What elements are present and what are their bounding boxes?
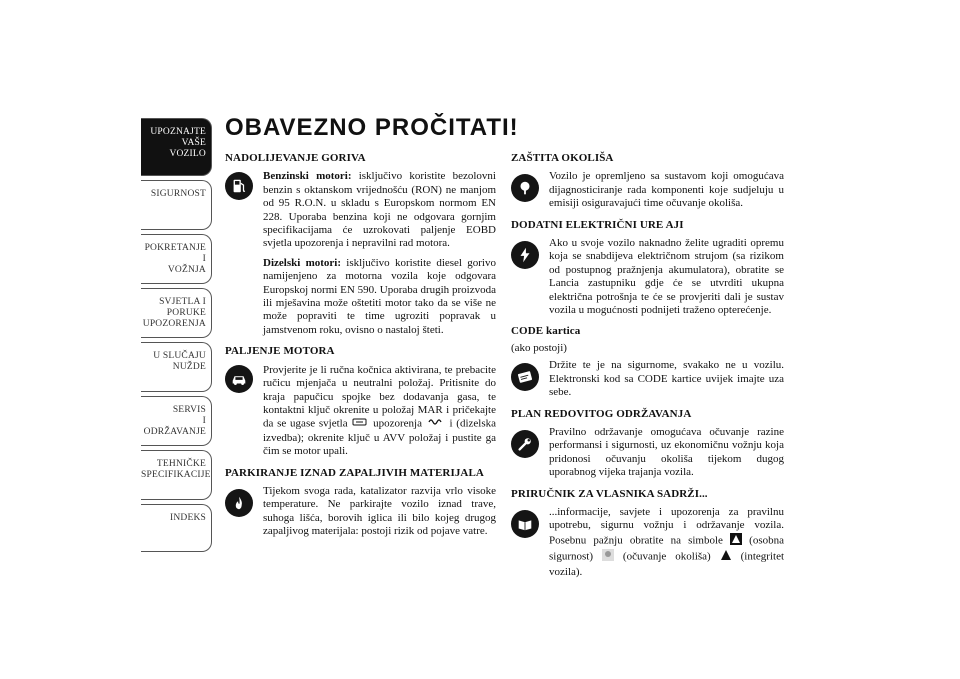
engine-start-heading: PALJENJE MOTORA [225, 345, 335, 358]
lightning-icon [511, 241, 539, 269]
sidebar-tab-6[interactable] [141, 396, 212, 446]
manual-text-a: ...informacije, savjete i upozorenja za pravilnu upotrebu, sigurnu vožnju i održavanje vozila. Posebnu pažnju obratite na simbole [549, 505, 784, 547]
page-title: OBAVEZNO PROČITATI! [225, 114, 519, 141]
fuel-pump-icon [225, 172, 253, 200]
maintenance-heading: PLAN REDOVITOG ODRŽAVANJA [511, 407, 692, 420]
sidebar-tab-label: I [202, 254, 206, 264]
sidebar-tab-label: UPOZORENJA [142, 319, 206, 329]
chapter-sidebar [141, 118, 214, 552]
petrol-label: Benzinski motori: [263, 170, 352, 183]
refuel-section [225, 152, 496, 337]
code-card-section [511, 325, 784, 399]
petrol-text: isključivo koristite bezolovni benzin s oktanskom vrijednošću (RON) ne manjom od 95 R.O.N. u skladu s Europskom normom EN 228. Uporaba benzina koji ne odgovara gornjim specifikacijama će uzrokovati paljenje EOBD svjetla upozorenja i nepravilni rad motora. [263, 170, 496, 250]
engine-warning-icon [351, 417, 369, 431]
sidebar-tab-3[interactable] [141, 234, 212, 284]
right-column [511, 152, 784, 587]
sidebar-tab-label: I [202, 416, 206, 426]
sidebar-tab-label: SPECIFIKACIJE [141, 470, 211, 480]
diesel-label: Dizelski motori: [263, 256, 341, 269]
sidebar-tab-label: POKRETANJE [144, 243, 206, 253]
manual-text-c: (očuvanje okoliša) [613, 550, 720, 563]
engine-start-section [225, 345, 496, 458]
refuel-heading: NADOLIJEVANJE GORIVA [225, 152, 366, 164]
car-icon [225, 365, 253, 393]
sidebar-tab-7[interactable] [141, 450, 212, 500]
card-icon [511, 363, 539, 391]
sidebar-tab-label: VAŠE [181, 138, 206, 148]
vehicle-integrity-icon [720, 549, 732, 565]
book-icon [511, 510, 539, 538]
electrical-heading: DODATNI ELEKTRIČNI URE AJI [511, 218, 684, 231]
diesel-text: isključivo koristite diesel gorivo namijenjeno za motorna vozila koje odgovara Europskoj normi EN 590. Uporaba drugih proizvoda ili mješavina može oštetiti motor tako da se više ne može popraviti te time ugroziti popravak u jamstvenom roku, ovisno o nastaloj šteti. [263, 256, 496, 336]
sidebar-tab-1[interactable] [141, 118, 212, 176]
manual-section [511, 488, 784, 579]
sidebar-tab-label: NUŽDE [172, 362, 206, 372]
manual-text-b: (osobna sigurnost) [549, 534, 784, 563]
manual-heading: PRIRUČNIK ZA VLASNIKA SADRŽI... [511, 487, 708, 500]
maintenance-text: Pravilno održavanje omogućava očuvanje razine performansi i sigurnosti, uz ekonomičnu vožnju koja pridonosi očuvanju okoliša tijekom dugog uporabnog vijeka trajanja vozila. [549, 425, 784, 479]
tree-icon [511, 174, 539, 202]
fire-icon [225, 489, 253, 517]
sidebar-tab-8[interactable] [141, 504, 212, 552]
engine-text-b: upozorenja [369, 418, 426, 431]
sidebar-tab-label: PORUKE [166, 308, 206, 318]
sidebar-tab-label: SIGURNOST [150, 189, 206, 199]
environment-heading: ZAŠTITA OKOLIŠA [511, 152, 614, 164]
personal-safety-icon [730, 533, 742, 549]
environment-text: Vozilo je opremljeno sa sustavom koji omogućava dijagnosticiranje rada komponenti koje sudjeluju u emisiji osiguravajući time očuvanje okoliša. [549, 170, 784, 210]
sidebar-tab-label: U SLUČAJU [153, 351, 206, 361]
sidebar-tab-label: TEHNIČKE [156, 459, 206, 469]
sidebar-tab-label: VOZILO [169, 149, 206, 159]
glow-plug-icon [426, 417, 446, 431]
environment-section [511, 152, 784, 211]
wrench-icon [511, 430, 539, 458]
parking-heading: PARKIRANJE IZNAD ZAPALJIVIH MATERIJALA [225, 466, 484, 479]
left-column [225, 152, 496, 547]
code-card-sub: (ako postoji) [511, 341, 567, 354]
engine-text-a: Provjerite je li ručna kočnica aktivirana, te prebacite ručicu mjenjača u neutralni položaj. Pritisnite do kraja papučicu spojke bez dodavanja gasa, te kontaktni ključ okrenite u položaj MAR i pričekajte da se ugase svjetla [263, 363, 496, 431]
code-card-heading: CODE kartica [511, 325, 581, 338]
parking-text: Tijekom svoga rada, katalizator razvija vrlo visoke temperature. Ne parkirajte vozilo iznad trave, suhoga lišća, borovih iglica ili bilo kojeg drugog zapaljivog materijala: postoji rizik od pojave vatre. [263, 484, 496, 538]
sidebar-tab-label: ODRŽAVANJE [143, 427, 206, 437]
sidebar-tab-5[interactable] [141, 342, 212, 392]
code-card-text: Držite te je na sigurnome, svakako ne u vozilu. Elektronski kod sa CODE kartice uvijek imajte uza sebe. [549, 359, 784, 399]
electrical-section [511, 219, 784, 318]
manual-text-d: (integritet vozila). [549, 550, 785, 578]
engine-text-c: i (dizelska izvedba); okrenite ključ u AVV položaj i pustite ga čim se motor upali. [263, 418, 496, 458]
sidebar-tab-label: SVJETLA I [159, 297, 206, 307]
sidebar-tab-2[interactable] [141, 180, 212, 230]
sidebar-tab-label: UPOZNAJTE [150, 127, 206, 137]
sidebar-tab-label: SERVIS [172, 405, 206, 415]
sidebar-tab-4[interactable] [141, 288, 212, 338]
sidebar-tab-label: VOŽNJA [167, 265, 206, 275]
parking-section [225, 467, 496, 539]
sidebar-tab-label: INDEKS [169, 513, 206, 523]
electrical-text: Ako u svoje vozilo naknadno želite ugraditi opremu koja se snabdijeva električnom strujom (sa rizikom od postupnog pražnjenja akumulatora), obratite se Lancia zastupniku gdje će se utvrditi ukupna električna potrošnja te će se provjeriti dali je sustav vozila u mogućnosti podnijeti traženo opterećenje. [549, 237, 784, 317]
environment-symbol-icon [602, 549, 614, 565]
maintenance-section [511, 408, 784, 480]
